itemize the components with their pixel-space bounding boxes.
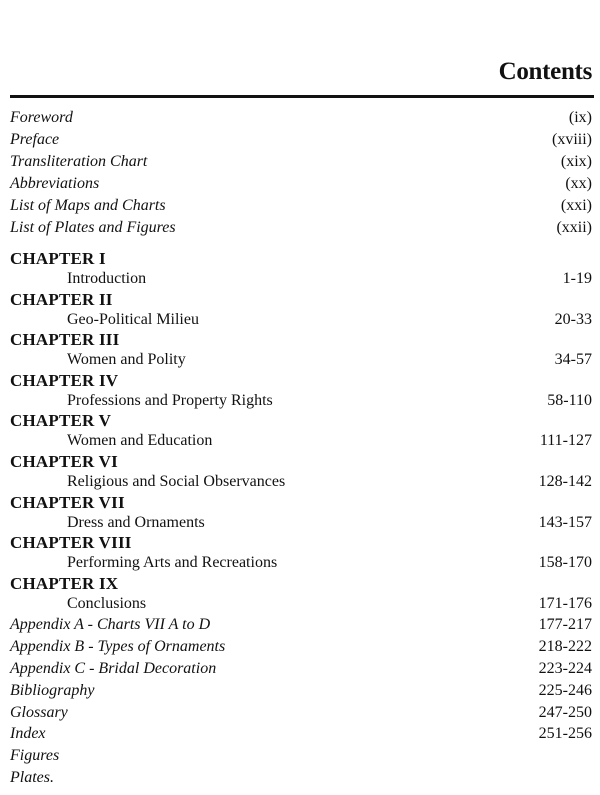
back-matter-entry-pages: 223-224 bbox=[538, 660, 592, 677]
chapter-title-label: Dress and Ornaments bbox=[67, 513, 205, 531]
back-matter-entry-label: Plates. bbox=[10, 769, 54, 786]
page-title: Contents bbox=[498, 58, 592, 85]
front-matter-entry-label: Foreword bbox=[10, 109, 73, 126]
chapter-title-pages: 171-176 bbox=[538, 594, 592, 612]
chapter-heading-label: CHAPTER IV bbox=[10, 370, 119, 390]
back-matter-entry bbox=[0, 746, 600, 766]
chapter-heading bbox=[0, 493, 600, 513]
front-matter-entry bbox=[0, 218, 600, 238]
back-matter-entry-label: Index bbox=[10, 725, 46, 743]
chapter-title-label: Conclusions bbox=[67, 594, 147, 612]
chapter-title bbox=[0, 472, 600, 492]
chapter-title bbox=[0, 594, 600, 614]
chapter-heading-label: CHAPTER VIII bbox=[10, 533, 132, 553]
front-matter-entry bbox=[0, 174, 600, 194]
chapter-title bbox=[0, 553, 600, 573]
chapter-title bbox=[0, 431, 600, 451]
chapter-heading-label: CHAPTER V bbox=[10, 411, 112, 431]
front-matter-entry bbox=[0, 152, 600, 172]
chapter-title-label: Geo-Political Milieu bbox=[67, 310, 199, 328]
back-matter-entry-label: Appendix C - Bridal Decoration bbox=[10, 660, 217, 677]
chapter-title-pages: 58-110 bbox=[547, 391, 592, 409]
chapter-heading bbox=[0, 330, 600, 350]
chapter-title-label: Introduction bbox=[67, 270, 147, 287]
back-matter-entry-pages: 225-246 bbox=[538, 681, 592, 699]
chapter-title bbox=[0, 350, 600, 370]
front-matter-entry-label: Preface bbox=[10, 131, 60, 148]
chapter-title-pages: 143-157 bbox=[538, 513, 592, 531]
back-matter-entry-label: Bibliography bbox=[10, 681, 95, 699]
back-matter-entry bbox=[0, 768, 600, 788]
back-matter-entry-label: Appendix A - Charts VII A to D bbox=[10, 616, 211, 634]
back-matter-entry-label: Glossary bbox=[10, 703, 68, 721]
back-matter-entry-label: Appendix B - Types of Ornaments bbox=[10, 638, 226, 656]
back-matter-entry-pages: 218-222 bbox=[538, 638, 592, 656]
chapter-title bbox=[0, 269, 600, 289]
chapter-heading-label: CHAPTER II bbox=[10, 289, 113, 309]
chapter-heading bbox=[0, 249, 600, 269]
front-matter-entry bbox=[0, 196, 600, 216]
chapter-title-label: Performing Arts and Recreations bbox=[67, 554, 278, 572]
chapter-heading-label: CHAPTER III bbox=[10, 330, 120, 350]
chapter-heading-label: CHAPTER VI bbox=[10, 452, 118, 471]
chapter-title bbox=[0, 310, 600, 330]
chapter-heading bbox=[0, 371, 600, 391]
back-matter-entry bbox=[0, 724, 600, 744]
chapter-title-pages: 34-57 bbox=[554, 351, 592, 369]
chapter-heading bbox=[0, 290, 600, 310]
back-matter-entry bbox=[0, 637, 600, 657]
back-matter-entry bbox=[0, 681, 600, 701]
chapter-title-pages: 158-170 bbox=[538, 554, 592, 572]
chapter-heading bbox=[0, 533, 600, 553]
chapter-title bbox=[0, 513, 600, 533]
chapter-heading-label: CHAPTER I bbox=[10, 249, 106, 268]
front-matter-entry-pages: (xviii) bbox=[552, 131, 592, 148]
chapter-heading bbox=[0, 411, 600, 431]
chapter-title-pages: 111-127 bbox=[539, 432, 592, 450]
chapter-heading bbox=[0, 574, 600, 594]
front-matter-entry bbox=[0, 130, 600, 150]
chapter-title bbox=[0, 391, 600, 411]
chapter-title-pages: 128-142 bbox=[538, 473, 592, 490]
back-matter-entry bbox=[0, 615, 600, 635]
chapter-heading bbox=[0, 452, 600, 472]
title-rule bbox=[10, 95, 594, 98]
back-matter-entry bbox=[0, 659, 600, 679]
front-matter-entry-label: Transliteration Chart bbox=[10, 153, 148, 170]
back-matter-entry-label: Figures bbox=[10, 747, 60, 765]
front-matter-entry-pages: (xx) bbox=[565, 175, 592, 192]
front-matter-entry-pages: (xxi) bbox=[560, 197, 592, 214]
chapter-title-pages: 1-19 bbox=[562, 270, 592, 287]
chapter-heading-label: CHAPTER IX bbox=[10, 573, 119, 593]
chapter-title-label: Women and Polity bbox=[67, 351, 186, 369]
chapter-heading-label: CHAPTER VII bbox=[10, 492, 125, 512]
chapter-title-label: Religious and Social Observances bbox=[67, 473, 286, 490]
chapter-title-label: Women and Education bbox=[67, 432, 213, 450]
front-matter-entry-label: Abbreviations bbox=[10, 175, 100, 192]
front-matter-entry-pages: (xxii) bbox=[556, 219, 592, 236]
front-matter-entry-label: List of Plates and Figures bbox=[10, 219, 176, 236]
chapter-title-label: Professions and Property Rights bbox=[67, 391, 273, 409]
back-matter-entry-pages: 251-256 bbox=[538, 725, 592, 743]
front-matter-entry-label: List of Maps and Charts bbox=[10, 197, 166, 214]
front-matter-entry-pages: (ix) bbox=[568, 109, 592, 126]
front-matter-entry bbox=[0, 108, 600, 128]
front-matter-entry-pages: (xix) bbox=[560, 153, 592, 170]
back-matter-entry-pages: 247-250 bbox=[538, 703, 592, 721]
back-matter-entry-pages: 177-217 bbox=[538, 616, 592, 634]
back-matter-entry bbox=[0, 703, 600, 723]
chapter-title-pages: 20-33 bbox=[554, 310, 592, 328]
